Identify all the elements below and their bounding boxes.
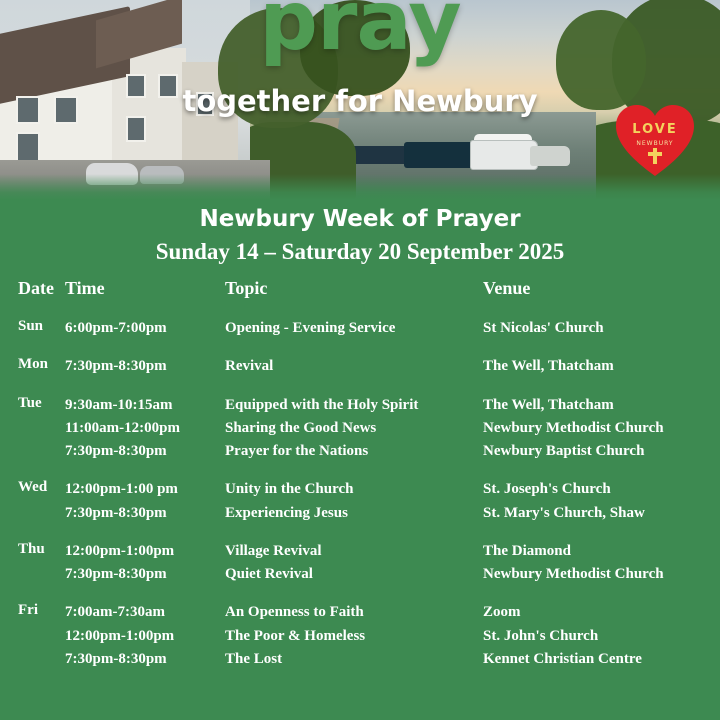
headline-pray: pray [259,0,461,69]
row-venues [483,355,720,378]
subheadline: together for Newbury [182,84,538,118]
row-day: Mon [18,356,48,373]
time-cell: 12:00pm-1:00pm [65,542,175,559]
row-venues [483,317,720,340]
venue-cell: Newbury Methodist Church [483,566,664,582]
table-row [0,317,720,355]
row-venues [483,601,720,671]
topic-cell: Unity in the Church [225,481,354,498]
table-header-row [0,278,720,317]
venue-cell: St Nicolas' Church [483,320,604,336]
header-topic: Topic [225,278,268,298]
topic-cell: Revival [225,358,274,375]
row-topics [225,317,483,340]
page-title: Newbury Week of Prayer [199,206,521,232]
row-day: Fri [18,602,38,619]
venue-cell: Kennet Christian Centre [483,650,642,667]
narrowboat [470,140,538,170]
time-cell: 7:30pm-8:30pm [65,650,167,667]
header-venue: Venue [483,278,531,298]
row-times [65,394,225,464]
row-venues [483,478,720,525]
topic-cell: Opening - Evening Service [225,320,396,336]
header-date: Date [18,278,54,298]
window [16,132,40,162]
row-venues [483,540,720,587]
row-day: Sun [18,318,44,334]
row-topics [225,601,483,671]
time-cell: 7:30pm-8:30pm [65,504,167,521]
venue-cell: The Well, Thatcham [483,396,614,413]
row-times [65,601,225,671]
venue-cell: St. Mary's Church, Shaw [483,504,645,521]
table-row [0,355,720,393]
venue-cell: Zoom [483,604,521,621]
topic-cell: An Openness to Faith [225,604,364,621]
time-cell: 7:30pm-8:30pm [65,443,167,459]
row-day: Tue [18,394,42,411]
narrowboat [404,142,478,168]
page-dates: Sunday 14 – Saturday 20 September 2025 [155,239,565,264]
row-times [65,478,225,525]
topic-cell: Village Revival [225,542,322,559]
row-day: Wed [18,479,48,496]
logo-sub: NEWBURY [636,140,674,147]
row-topics [225,355,483,378]
table-row [0,540,720,602]
narrowboat [352,146,410,164]
venue-cell: The Diamond [483,542,571,559]
schedule-table [0,278,720,686]
topic-cell: Prayer for the Nations [225,443,369,459]
time-cell: 12:00pm-1:00 pm [65,481,178,498]
time-cell: 12:00pm-1:00pm [65,627,175,644]
time-cell: 9:30am-10:15am [65,396,173,413]
table-row [0,601,720,686]
love-newbury-logo [612,102,698,180]
topic-cell: Sharing the Good News [225,419,377,436]
logo-name: LOVE [632,122,678,137]
time-cell: 11:00am-12:00pm [65,419,180,436]
venue-cell: St. John's Church [483,627,599,644]
row-topics [225,478,483,525]
venue-cell: Newbury Baptist Church [483,443,645,459]
topic-cell: The Poor & Homeless [225,627,366,644]
venue-cell: Newbury Methodist Church [483,419,664,436]
title-block [0,206,720,265]
time-cell: 7:00am-7:30am [65,604,165,621]
row-times [65,540,225,587]
header-time: Time [65,278,105,298]
time-cell: 7:30pm-8:30pm [65,566,167,582]
table-row [0,394,720,479]
time-cell: 7:30pm-8:30pm [65,358,167,375]
row-day: Thu [18,540,45,557]
row-topics [225,394,483,464]
topic-cell: Experiencing Jesus [225,504,348,521]
topic-cell: Equipped with the Holy Spirit [225,396,419,413]
venue-cell: The Well, Thatcham [483,358,614,375]
venue-cell: St. Joseph's Church [483,481,611,498]
time-cell: 6:00pm-7:00pm [65,320,167,336]
row-topics [225,540,483,587]
row-venues [483,394,720,464]
row-times [65,317,225,340]
table-row [0,478,720,540]
topic-cell: Quiet Revival [225,566,313,582]
cross-icon [653,148,657,164]
row-times [65,355,225,378]
topic-cell: The Lost [225,650,283,667]
narrowboat [530,146,570,166]
window [126,116,146,142]
